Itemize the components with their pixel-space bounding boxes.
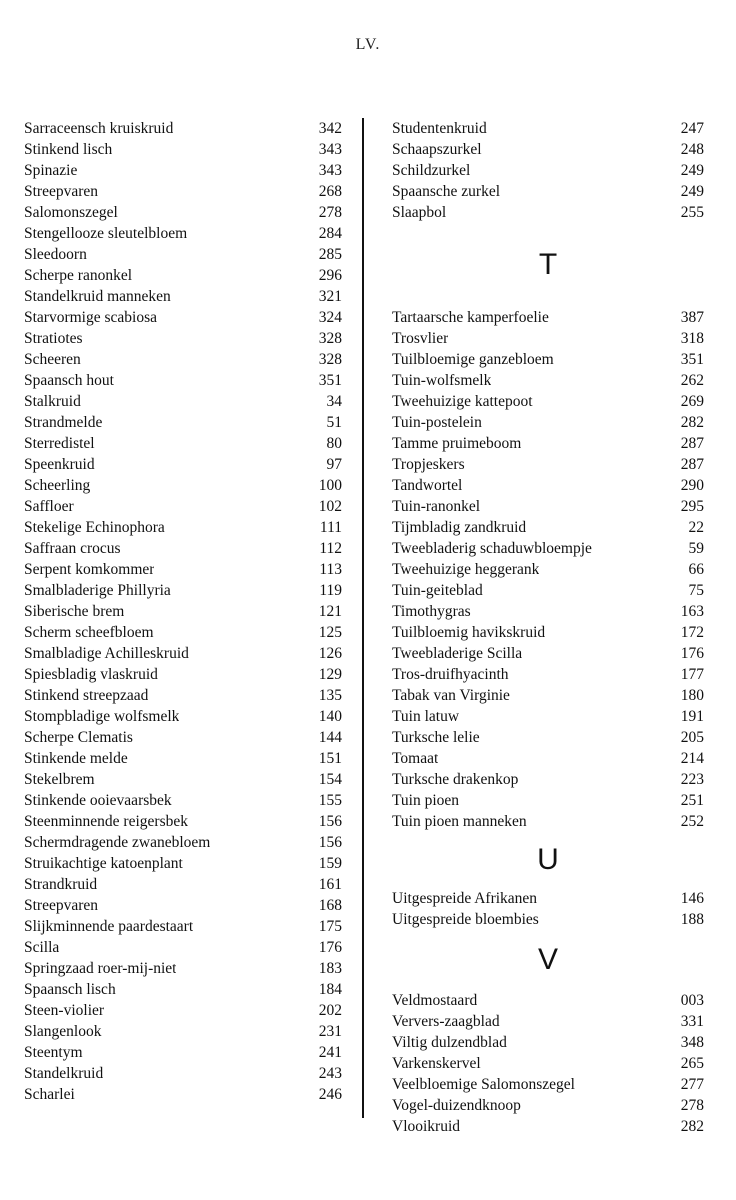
entry-page-number: 176 (318, 939, 342, 956)
entry-page-number: 180 (680, 687, 704, 704)
entry-page-number: 003 (680, 992, 704, 1009)
index-entry (24, 1042, 342, 1063)
index-entry (392, 139, 704, 160)
index-entry (392, 622, 704, 643)
entry-name: Scheeren (24, 351, 81, 368)
index-entry (392, 1053, 704, 1074)
entry-page-number: 285 (318, 246, 342, 263)
entry-name: Schildzurkel (392, 162, 471, 179)
entry-name: Vogel-duizendknoop (392, 1097, 521, 1114)
entry-page-number: 324 (318, 309, 342, 326)
entry-page-number: 172 (680, 624, 704, 641)
entry-name: Scilla (24, 939, 60, 956)
entry-page-number: 112 (319, 540, 342, 557)
index-entry (24, 454, 342, 475)
index-entry (392, 769, 704, 790)
index-entry (24, 538, 342, 559)
entry-name: Tuin-wolfsmelk (392, 372, 492, 389)
entry-name: Varkenskervel (392, 1055, 481, 1072)
index-entry (24, 181, 342, 202)
entry-name: Saffraan crocus (24, 540, 121, 557)
entry-page-number: 111 (319, 519, 342, 536)
index-entry (392, 990, 704, 1011)
index-group-u (392, 888, 704, 930)
index-entry (24, 622, 342, 643)
entry-name: Slijkminnende paardestaart (24, 918, 194, 935)
letter-heading-u: U (537, 843, 559, 876)
entry-page-number: 348 (680, 1034, 704, 1051)
entry-page-number: 80 (326, 435, 342, 452)
entry-name: Ververs-zaagblad (392, 1013, 500, 1030)
index-entry (24, 391, 342, 412)
index-entry (24, 475, 342, 496)
entry-page-number: 125 (318, 624, 342, 641)
entry-name: Sterredistel (24, 435, 95, 452)
entry-name: Schaapszurkel (392, 141, 482, 158)
index-entry (24, 412, 342, 433)
entry-page-number: 223 (680, 771, 704, 788)
entry-page-number: 287 (680, 456, 704, 473)
index-entry (24, 160, 342, 181)
index-entry (24, 853, 342, 874)
index-entry (24, 286, 342, 307)
index-entry (392, 328, 704, 349)
index-entry (24, 916, 342, 937)
entry-name: Stinkende ooievaarsbek (24, 792, 172, 809)
entry-name: Spaansche zurkel (392, 183, 501, 200)
entry-name: Uitgespreide Afrikanen (392, 890, 538, 907)
entry-page-number: 290 (680, 477, 704, 494)
index-entry (24, 244, 342, 265)
entry-page-number: 75 (688, 582, 704, 599)
entry-name: Struikachtige katoenplant (24, 855, 183, 872)
entry-name: Sleedoorn (24, 246, 87, 263)
index-entry (392, 643, 704, 664)
entry-page-number: 176 (680, 645, 704, 662)
index-entry (24, 1000, 342, 1021)
entry-page-number: 328 (318, 351, 342, 368)
index-entry (24, 727, 342, 748)
entry-page-number: 331 (680, 1013, 704, 1030)
index-entry (392, 706, 704, 727)
index-entry (392, 181, 704, 202)
entry-name: Tweebladerig schaduwbloempje (392, 540, 592, 557)
entry-page-number: 183 (318, 960, 342, 977)
entry-page-number: 351 (680, 351, 704, 368)
entry-page-number: 282 (680, 1118, 704, 1135)
entry-page-number: 191 (680, 708, 704, 725)
entry-name: Tuin pioen manneken (392, 813, 527, 830)
entry-name: Sarraceensch kruiskruid (24, 120, 174, 137)
index-entry (24, 1021, 342, 1042)
entry-name: Tijmbladig zandkruid (392, 519, 527, 536)
entry-name: Slangenlook (24, 1023, 102, 1040)
index-entry (392, 517, 704, 538)
entry-name: Tamme pruimeboom (392, 435, 522, 452)
index-entry (392, 118, 704, 139)
index-entry (392, 1011, 704, 1032)
entry-name: Standelkruid manneken (24, 288, 171, 305)
entry-name: Steentym (24, 1044, 83, 1061)
entry-name: Starvormige scabiosa (24, 309, 158, 326)
index-entry (24, 664, 342, 685)
entry-page-number: 252 (680, 813, 704, 830)
entry-page-number: 241 (318, 1044, 342, 1061)
entry-page-number: 269 (680, 393, 704, 410)
entry-page-number: 284 (318, 225, 342, 242)
entry-page-number: 155 (318, 792, 342, 809)
entry-name: Turksche drakenkop (392, 771, 519, 788)
entry-name: Studentenkruid (392, 120, 487, 137)
entry-page-number: 247 (680, 120, 704, 137)
entry-page-number: 51 (326, 414, 342, 431)
entry-page-number: 278 (318, 204, 342, 221)
entry-page-number: 343 (318, 162, 342, 179)
entry-name: Tabak van Virginie (392, 687, 510, 704)
entry-name: Streepvaren (24, 183, 99, 200)
entry-name: Standelkruid (24, 1065, 104, 1082)
entry-name: Stengellooze sleutelbloem (24, 225, 188, 242)
entry-page-number: 121 (318, 603, 342, 620)
index-entry (24, 874, 342, 895)
entry-page-number: 151 (318, 750, 342, 767)
entry-page-number: 22 (688, 519, 704, 536)
entry-name: Uitgespreide bloembies (392, 911, 539, 928)
entry-name: Viltig dulzendblad (392, 1034, 507, 1051)
entry-page-number: 119 (319, 582, 342, 599)
index-entry (392, 909, 704, 930)
index-group-s-continued (392, 118, 704, 223)
index-entry (392, 160, 704, 181)
entry-name: Tuin pioen (392, 792, 460, 809)
index-entry (24, 118, 342, 139)
entry-name: Scherm scheefbloem (24, 624, 154, 641)
entry-name: Spaansch lisch (24, 981, 116, 998)
letter-heading-t: T (538, 248, 558, 281)
entry-page-number: 248 (680, 141, 704, 158)
index-entry (24, 937, 342, 958)
entry-name: Speenkruid (24, 456, 95, 473)
entry-page-number: 168 (318, 897, 342, 914)
index-entry (392, 748, 704, 769)
entry-name: Springzaad roer-mij-niet (24, 960, 177, 977)
entry-name: Smalbladerige Phillyria (24, 582, 171, 599)
entry-page-number: 214 (680, 750, 704, 767)
entry-name: Tuilbloemige ganzebloem (392, 351, 554, 368)
entry-page-number: 342 (318, 120, 342, 137)
entry-name: Scherpe ranonkel (24, 267, 133, 284)
index-entry (392, 433, 704, 454)
entry-page-number: 102 (318, 498, 342, 515)
entry-page-number: 156 (318, 834, 342, 851)
entry-page-number: 249 (680, 183, 704, 200)
entry-name: Strandkruid (24, 876, 98, 893)
index-entry (392, 307, 704, 328)
index-entry (24, 349, 342, 370)
entry-page-number: 351 (318, 372, 342, 389)
entry-name: Tuin-postelein (392, 414, 482, 431)
entry-page-number: 175 (318, 918, 342, 935)
entry-name: Vlooikruid (392, 1118, 461, 1135)
entry-name: Spiesbladig vlaskruid (24, 666, 158, 683)
index-entry (392, 391, 704, 412)
index-column-right (392, 118, 704, 1137)
page-number: LV. (355, 36, 381, 53)
entry-page-number: 163 (680, 603, 704, 620)
index-entry (392, 454, 704, 475)
index-entry (24, 223, 342, 244)
index-entry (24, 769, 342, 790)
index-group-v (392, 990, 704, 1137)
entry-page-number: 177 (680, 666, 704, 683)
index-entry (24, 1084, 342, 1105)
entry-page-number: 202 (318, 1002, 342, 1019)
entry-name: Tandwortel (392, 477, 463, 494)
index-entry (24, 496, 342, 517)
index-entry (392, 496, 704, 517)
entry-name: Salomonszegel (24, 204, 118, 221)
letter-heading-v: V (537, 943, 558, 976)
entry-page-number: 255 (680, 204, 704, 221)
entry-name: Saffloer (24, 498, 74, 515)
index-entry (24, 748, 342, 769)
entry-page-number: 97 (326, 456, 342, 473)
entry-name: Tropjeskers (392, 456, 465, 473)
entry-name: Scherpe Clematis (24, 729, 133, 746)
index-entry (392, 727, 704, 748)
entry-page-number: 188 (680, 911, 704, 928)
index-entry (24, 811, 342, 832)
entry-page-number: 321 (318, 288, 342, 305)
index-entry (392, 888, 704, 909)
entry-name: Schermdragende zwanebloem (24, 834, 211, 851)
index-entry (392, 1032, 704, 1053)
index-entry (392, 580, 704, 601)
entry-name: Spaansch hout (24, 372, 114, 389)
entry-name: Trosvlier (392, 330, 449, 347)
entry-name: Tweebladerige Scilla (392, 645, 523, 662)
entry-page-number: 231 (318, 1023, 342, 1040)
index-entry (24, 517, 342, 538)
entry-page-number: 126 (318, 645, 342, 662)
entry-page-number: 144 (318, 729, 342, 746)
index-entry (392, 559, 704, 580)
index-entry (392, 1074, 704, 1095)
index-entry (24, 1063, 342, 1084)
entry-name: Tweehuizige heggerank (392, 561, 540, 578)
entry-name: Stompbladige wolfsmelk (24, 708, 180, 725)
index-entry (24, 832, 342, 853)
entry-page-number: 154 (318, 771, 342, 788)
entry-page-number: 184 (318, 981, 342, 998)
entry-name: Siberische brem (24, 603, 125, 620)
entry-page-number: 251 (680, 792, 704, 809)
column-divider (362, 118, 364, 1118)
index-entry (24, 433, 342, 454)
index-entry (24, 580, 342, 601)
entry-page-number: 59 (688, 540, 704, 557)
index-entry (392, 664, 704, 685)
entry-name: Stinkend streepzaad (24, 687, 149, 704)
entry-page-number: 265 (680, 1055, 704, 1072)
index-entry (24, 790, 342, 811)
entry-page-number: 318 (680, 330, 704, 347)
index-entry (24, 685, 342, 706)
entry-name: Tomaat (392, 750, 439, 767)
entry-page-number: 296 (318, 267, 342, 284)
entry-page-number: 66 (688, 561, 704, 578)
entry-name: Scharlei (24, 1086, 75, 1103)
index-entry (392, 790, 704, 811)
entry-name: Tartaarsche kamperfoelie (392, 309, 549, 326)
entry-page-number: 278 (680, 1097, 704, 1114)
entry-page-number: 243 (318, 1065, 342, 1082)
entry-name: Tweehuizige kattepoot (392, 393, 533, 410)
index-entry (392, 1116, 704, 1137)
index-group-t (392, 307, 704, 832)
index-entry (24, 979, 342, 1000)
entry-name: Streepvaren (24, 897, 99, 914)
entry-name: Tuin latuw (392, 708, 460, 725)
entry-page-number: 343 (318, 141, 342, 158)
entry-name: Stratiotes (24, 330, 83, 347)
index-entry (24, 958, 342, 979)
entry-page-number: 277 (680, 1076, 704, 1093)
entry-page-number: 328 (318, 330, 342, 347)
entry-page-number: 246 (318, 1086, 342, 1103)
entry-page-number: 205 (680, 729, 704, 746)
entry-page-number: 249 (680, 162, 704, 179)
entry-name: Tuilbloemig havikskruid (392, 624, 546, 641)
entry-page-number: 287 (680, 435, 704, 452)
index-entry (24, 370, 342, 391)
entry-page-number: 129 (318, 666, 342, 683)
entry-page-number: 140 (318, 708, 342, 725)
entry-name: Stinkend lisch (24, 141, 113, 158)
index-entry (392, 538, 704, 559)
entry-page-number: 135 (318, 687, 342, 704)
index-entry (24, 601, 342, 622)
index-entry (392, 202, 704, 223)
entry-name: Stalkruid (24, 393, 81, 410)
entry-page-number: 295 (680, 498, 704, 515)
entry-page-number: 282 (680, 414, 704, 431)
entry-page-number: 34 (326, 393, 342, 410)
entry-name: Spinazie (24, 162, 78, 179)
index-column-left (24, 118, 342, 1105)
index-entry (24, 265, 342, 286)
entry-name: Strandmelde (24, 414, 103, 431)
entry-page-number: 161 (318, 876, 342, 893)
entry-name: Stekelbrem (24, 771, 95, 788)
entry-page-number: 146 (680, 890, 704, 907)
entry-page-number: 387 (680, 309, 704, 326)
index-entry (392, 811, 704, 832)
index-entry (24, 559, 342, 580)
index-entry (392, 349, 704, 370)
entry-name: Tuin-ranonkel (392, 498, 481, 515)
entry-name: Scheerling (24, 477, 91, 494)
entry-name: Tros-druifhyacinth (392, 666, 509, 683)
entry-page-number: 100 (318, 477, 342, 494)
entry-name: Stinkende melde (24, 750, 128, 767)
entry-page-number: 156 (318, 813, 342, 830)
index-entry (24, 706, 342, 727)
index-entry (24, 328, 342, 349)
entry-name: Veldmostaard (392, 992, 478, 1009)
index-entry (392, 475, 704, 496)
entry-name: Tuin-geiteblad (392, 582, 483, 599)
entry-name: Turksche lelie (392, 729, 480, 746)
index-entry (24, 139, 342, 160)
entry-name: Veelbloemige Salomonszegel (392, 1076, 575, 1093)
index-entry (24, 895, 342, 916)
index-entry (24, 643, 342, 664)
index-entry (392, 412, 704, 433)
entry-page-number: 268 (318, 183, 342, 200)
entry-name: Steenminnende reigersbek (24, 813, 188, 830)
index-entry (24, 202, 342, 223)
entry-page-number: 113 (319, 561, 342, 578)
entry-name: Stekelige Echinophora (24, 519, 165, 536)
index-entry (392, 1095, 704, 1116)
entry-name: Slaapbol (392, 204, 447, 221)
entry-name: Steen-violier (24, 1002, 105, 1019)
entry-page-number: 262 (680, 372, 704, 389)
index-entry (24, 307, 342, 328)
entry-name: Serpent komkommer (24, 561, 155, 578)
entry-name: Timothygras (392, 603, 471, 620)
index-entry (392, 685, 704, 706)
entry-page-number: 159 (318, 855, 342, 872)
entry-name: Smalbladige Achilleskruid (24, 645, 189, 662)
index-entry (392, 601, 704, 622)
index-entry (392, 370, 704, 391)
